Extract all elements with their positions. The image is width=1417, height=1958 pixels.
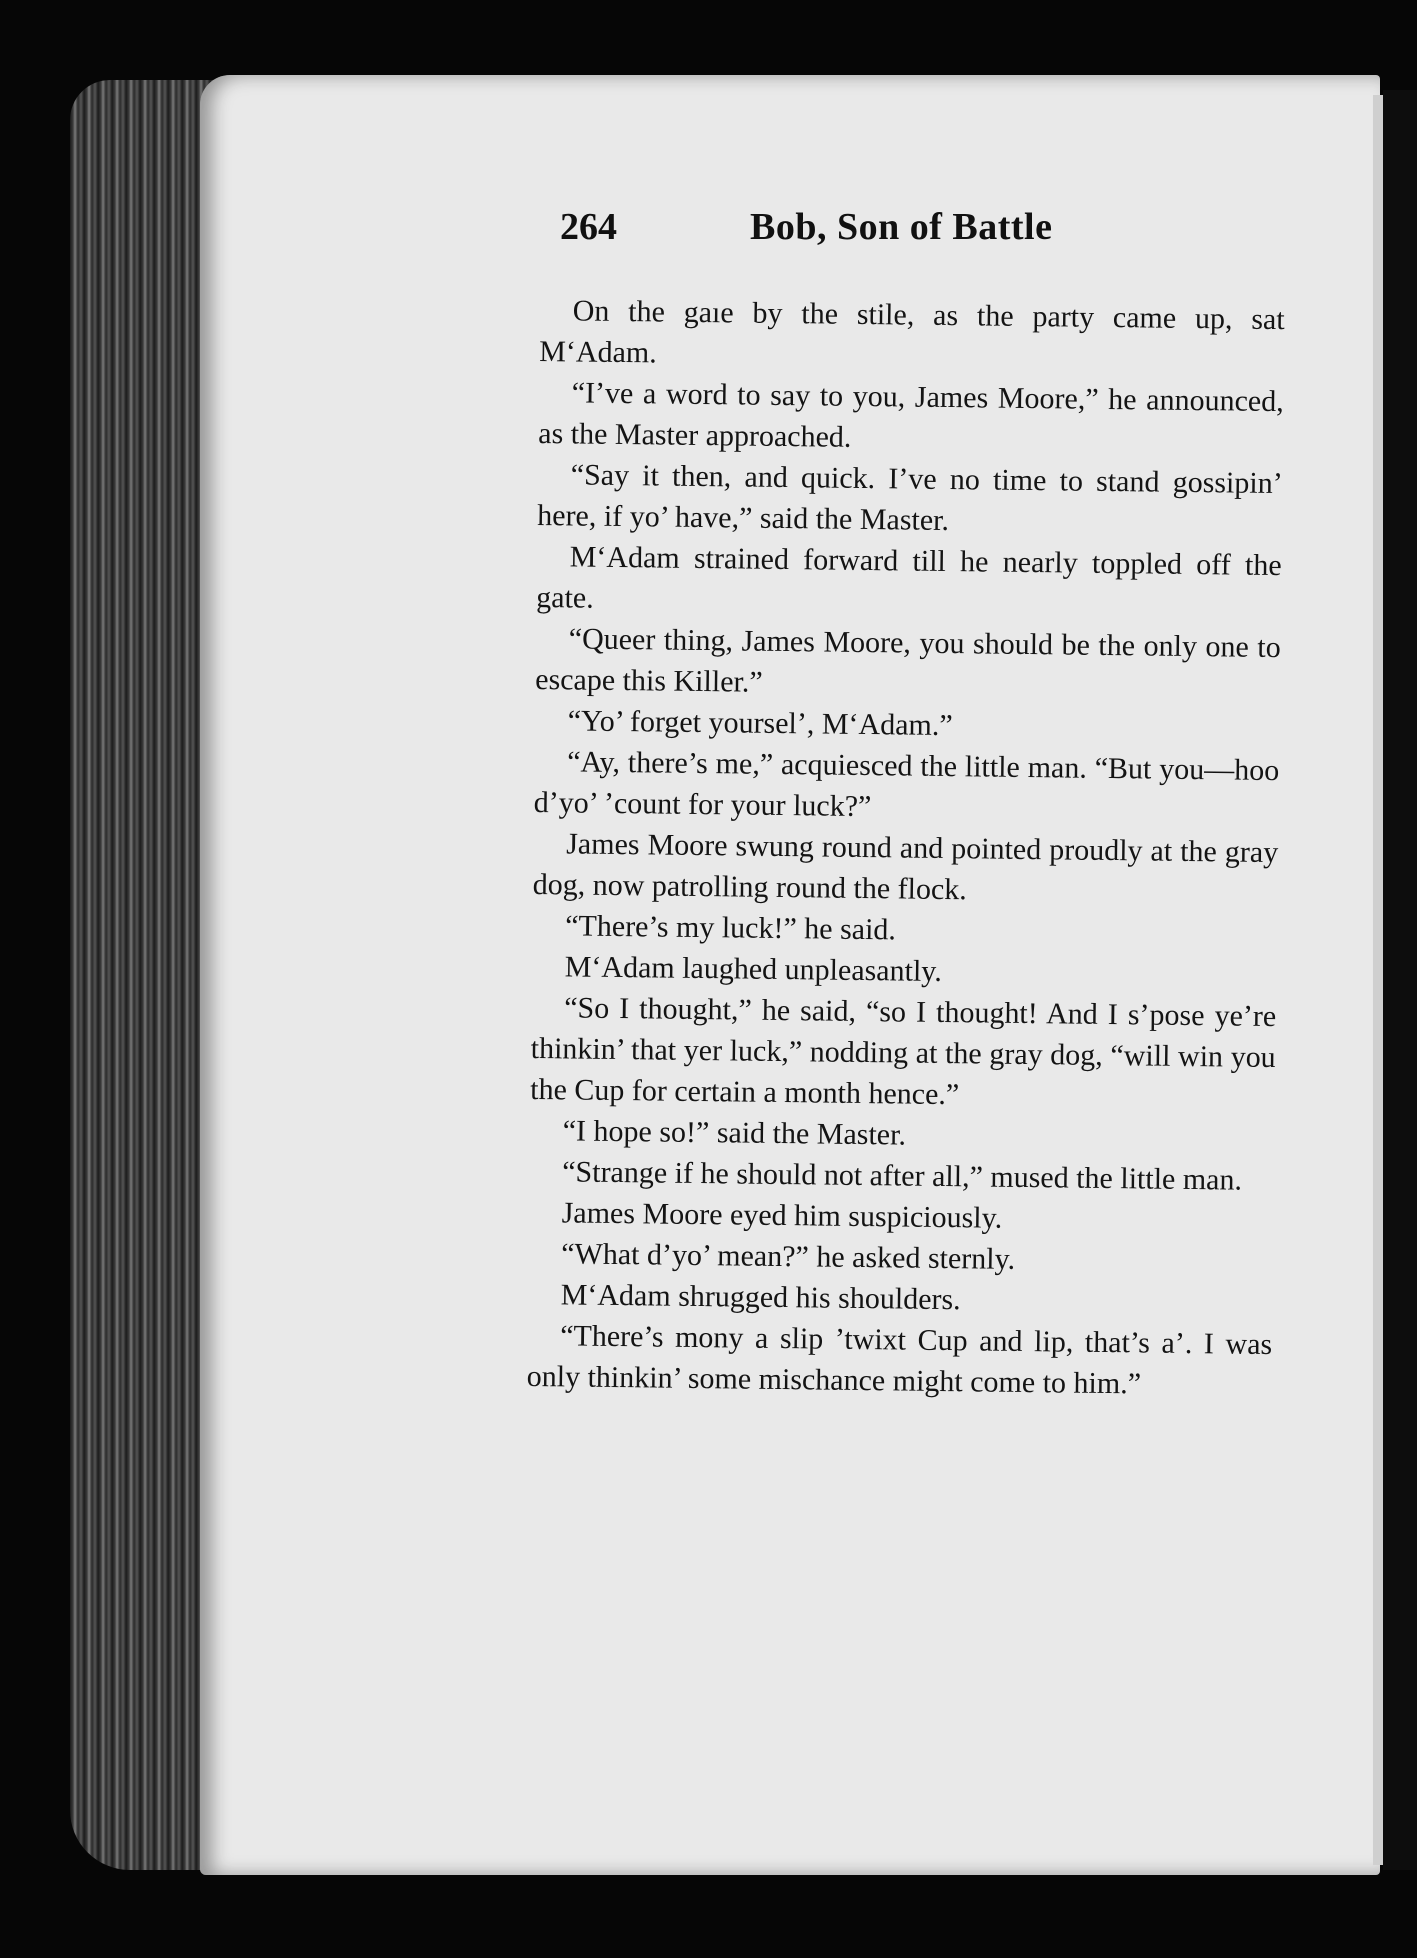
next-page-sliver [1373, 95, 1383, 1865]
body-text [526, 290, 1284, 1406]
paragraph: “There’s my luck!” he said. [565, 909, 897, 947]
paragraph: “I hope so!” said the Master. [562, 1114, 907, 1152]
paragraph: “Say it then, and quick. I’ve no time to stand gossipin’ here, if yo’ have,” said the Master. [537, 458, 1283, 538]
paragraph: “What d’yo’ mean?” he asked sternly. [561, 1237, 1016, 1276]
paragraph: M‘Adam strained forward till he nearly toppled off the gate. [536, 540, 1282, 615]
paragraph: M‘Adam shrugged his shoulders. [560, 1278, 961, 1317]
paragraph: “So I thought,” he said, “so I thought! And I s’pose ye’re thinkin’ that yer luck,” nodding at the gray dog, “will win you the Cup for certain a month hence.” [530, 991, 1277, 1112]
paragraph: “I’ve a word to say to you, James Moore,” he announced, as the Master approached. [538, 376, 1284, 454]
paragraph: “Yo’ forget yoursel’, M‘Adam.” [567, 704, 953, 743]
paragraph: On the gaıe by the stile, as the party came up, sat M‘Adam. [539, 294, 1285, 370]
paragraph: “Strange if he should not after all,” mused the little man. [562, 1155, 1243, 1197]
paragraph: “Queer thing, James Moore, you should be the only one to escape this Killer.” [535, 622, 1281, 699]
facing-page-edge [1383, 90, 1417, 1870]
paragraph: “There’s mony a slip ’twixt Cup and lip, that’s a’. I was only thinkin’ some mischance might come to him.” [526, 1319, 1273, 1401]
running-head [560, 205, 1120, 265]
paragraph: “Ay, there’s me,” acquiesced the little man. “But you—hoo d’yo’ ’count for your luck?” [533, 745, 1280, 824]
paragraph: James Moore eyed him suspiciously. [561, 1196, 1003, 1235]
page-number: 264 [560, 206, 617, 248]
book-title: Bob, Son of Battle [750, 206, 1053, 248]
paragraph: James Moore swung round and pointed proudly at the gray dog, now patrolling round the flock. [532, 827, 1279, 907]
paragraph: M‘Adam laughed unpleasantly. [564, 950, 943, 988]
